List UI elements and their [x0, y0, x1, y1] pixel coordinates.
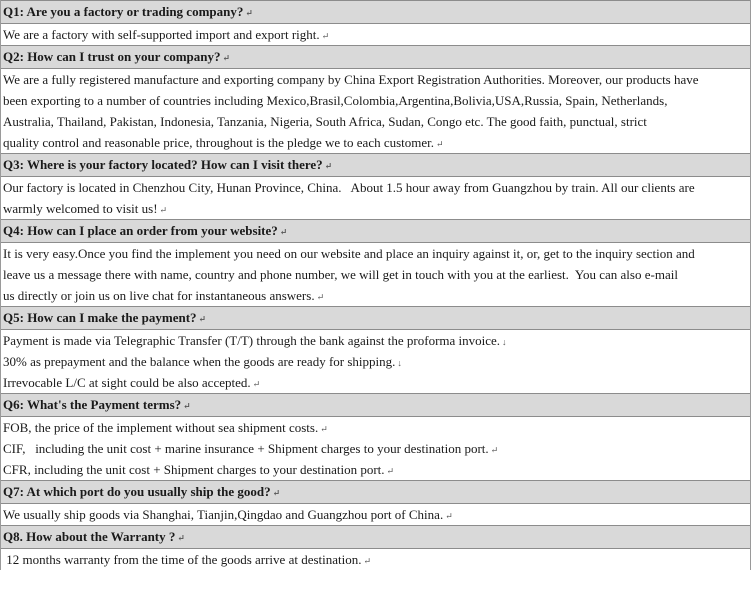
- faq-question-6: [1, 393, 750, 417]
- faq-answer-1: [1, 24, 750, 45]
- answer-text: Irrevocable L/C at sight could be also accepted.: [3, 375, 251, 390]
- answer-text: We are a fully registered manufacture and exporting company by China Export Registration Authorities. Moreover, our products have: [3, 72, 699, 87]
- answer-line: [3, 177, 748, 198]
- answer-line: [3, 111, 748, 132]
- paragraph-mark-icon: ↵: [272, 488, 281, 498]
- faq-question-8: [1, 525, 750, 549]
- answer-text: Payment is made via Telegraphic Transfer (T/T) through the bank against the proforma invoice.: [3, 333, 501, 348]
- paragraph-mark-icon: ↵: [490, 445, 499, 455]
- answer-text: been exporting to a number of countries including Mexico,Brasil,Colombia,Argentina,Bolivia,USA,Russia, Spain, Netherlands,: [3, 93, 668, 108]
- answer-line: [3, 198, 748, 219]
- faq-answer-4: [1, 243, 750, 306]
- paragraph-mark-icon: ↵: [436, 139, 444, 149]
- answer-text: leave us a message there with name, country and phone number, we will get in touch with you at the earliest. You can also e-mail: [3, 267, 678, 282]
- answer-text: quality control and reasonable price, throughout is the pledge we to each customer.: [3, 135, 435, 150]
- paragraph-mark-icon: ↵: [252, 379, 261, 389]
- answer-line: [3, 351, 748, 372]
- faq-question-4: [1, 219, 750, 243]
- answer-text: us directly or join us on live chat for instantaneous answers.: [3, 288, 315, 303]
- paragraph-mark-icon: ↵: [245, 8, 253, 18]
- paragraph-mark-icon: ↵: [198, 314, 207, 324]
- answer-line: [3, 417, 748, 438]
- answer-line: [3, 438, 748, 459]
- question-text: Q7: At which port do you usually ship the good?: [3, 484, 271, 499]
- faq-question-7: [1, 480, 750, 504]
- paragraph-mark-icon: ↵: [324, 161, 333, 171]
- question-text: Q4: How can I place an order from your website?: [3, 223, 278, 238]
- faq-question-3: [1, 153, 750, 177]
- paragraph-mark-icon: ↵: [183, 401, 191, 411]
- answer-line: [3, 132, 748, 153]
- paragraph-mark-icon: ↵: [177, 533, 185, 543]
- answer-line: [3, 372, 748, 393]
- question-text: Q1: Are you a factory or trading company?: [3, 4, 244, 19]
- answer-line: [3, 90, 748, 111]
- answer-line: [3, 243, 748, 264]
- question-text: Q8. How about the Warranty ?: [3, 529, 176, 544]
- answer-line: [3, 504, 748, 525]
- faq-answer-8: [1, 549, 750, 570]
- faq-answer-5: [1, 330, 750, 393]
- paragraph-mark-icon: ↵: [363, 556, 372, 566]
- faq-question-5: [1, 306, 750, 330]
- paragraph-mark-icon: ↵: [445, 511, 453, 521]
- paragraph-mark-icon: ↵: [386, 466, 395, 476]
- answer-text: 12 months warranty from the time of the goods arrive at destination.: [3, 552, 362, 567]
- answer-line: [3, 549, 748, 570]
- question-text: Q5: How can I make the payment?: [3, 310, 197, 325]
- answer-text: Our factory is located in Chenzhou City, Hunan Province, China. About 1.5 hour away from Guangzhou by train. All our clients are: [3, 180, 695, 195]
- answer-text: CFR, including the unit cost + Shipment charges to your destination port.: [3, 462, 385, 477]
- answer-line: [3, 285, 748, 306]
- answer-line: [3, 330, 748, 351]
- question-text: Q3: Where is your factory located? How can I visit there?: [3, 157, 323, 172]
- answer-text: We usually ship goods via Shanghai, Tianjin,Qingdao and Guangzhou port of China.: [3, 507, 444, 522]
- paragraph-mark-icon: ↵: [321, 31, 330, 41]
- answer-line: [3, 24, 748, 45]
- paragraph-mark-icon: ↵: [222, 53, 231, 63]
- question-text: Q6: What's the Payment terms?: [3, 397, 182, 412]
- answer-line: [3, 69, 748, 90]
- faq-question-2: [1, 45, 750, 69]
- paragraph-mark-icon: ↵: [159, 205, 168, 215]
- answer-text: 30% as prepayment and the balance when the goods are ready for shipping.: [3, 354, 396, 369]
- faq-answer-6: [1, 417, 750, 480]
- faq-answer-3: [1, 177, 750, 219]
- answer-text: It is very easy.Once you find the implement you need on our website and place an inquiry against it, or, get to the inquiry section and: [3, 246, 695, 261]
- answer-text: CIF, including the unit cost + marine insurance + Shipment charges to your destination port.: [3, 441, 489, 456]
- paragraph-mark-icon: ↵: [320, 424, 328, 434]
- faq-question-1: [1, 0, 750, 24]
- answer-text: FOB, the price of the implement without sea shipment costs.: [3, 420, 319, 435]
- faq-answer-7: [1, 504, 750, 525]
- paragraph-mark-icon: ↵: [316, 292, 325, 302]
- answer-line: [3, 459, 748, 480]
- paragraph-mark-icon: ↓: [502, 337, 507, 347]
- answer-text: Australia, Thailand, Pakistan, Indonesia, Tanzania, Nigeria, South Africa, Sudan, Congo etc. The good faith, punctual, strict: [3, 114, 647, 129]
- faq-answer-2: [1, 69, 750, 153]
- answer-line: [3, 264, 748, 285]
- question-text: Q2: How can I trust on your company?: [3, 49, 221, 64]
- answer-text: We are a factory with self-supported import and export right.: [3, 27, 320, 42]
- answer-text: warmly welcomed to visit us!: [3, 201, 158, 216]
- paragraph-mark-icon: ↵: [279, 227, 288, 237]
- paragraph-mark-icon: ↓: [397, 358, 402, 368]
